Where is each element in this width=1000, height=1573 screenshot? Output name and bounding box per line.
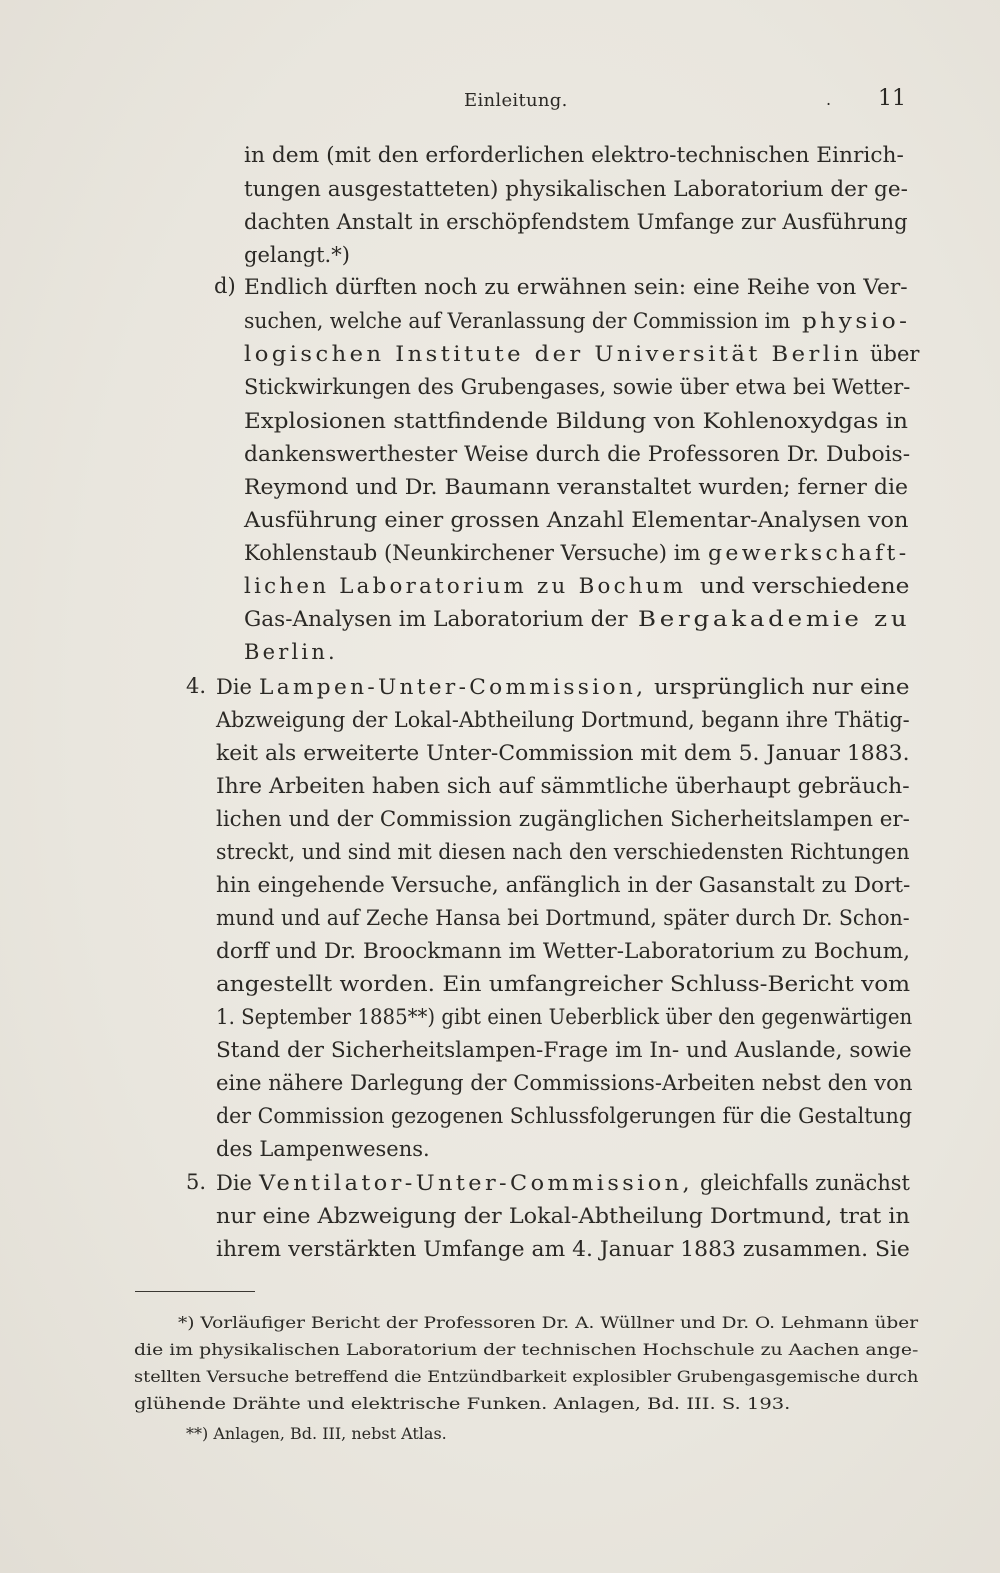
text-line-spaced: Berlin. <box>244 640 338 664</box>
text-line: Ihre Arbeiten haben sich auf sämmtliche überhaupt gebräuch- <box>216 774 910 798</box>
text-line-spaced: gewerkschaft- <box>708 541 910 565</box>
text-line-spaced: lichen Laboratorium zu Bochum <box>244 574 687 598</box>
text-line: Explosionen stattfindende Bildung von Kohlenoxydgas in <box>244 409 908 433</box>
text-line-spaced: logischen Institute der Universität Berlin <box>244 342 863 366</box>
text-line: der Commission gezogenen Schlussfolgerungen für die Gestaltung <box>216 1104 913 1128</box>
text-line-spaced: Bergakademie zu <box>638 607 911 631</box>
list-marker-5: 5. <box>186 1170 207 1194</box>
text-line: Stand der Sicherheitslampen-Frage im In- und Auslande, sowie <box>216 1038 912 1062</box>
footnote-line: *) Vorläufiger Bericht der Professoren Dr. A. Wüllner und Dr. O. Lehmann über <box>178 1313 919 1332</box>
text-line-spaced: Lampen-Unter-Commission, <box>259 675 647 699</box>
text-line: Reymond und Dr. Baumann veranstaltet wurden; ferner die <box>244 475 909 499</box>
text-line: Die <box>216 675 252 699</box>
page-number: 11 <box>878 86 906 111</box>
text-line-spaced: physio- <box>802 309 911 333</box>
running-header: Einleitung. <box>464 90 568 111</box>
text-line: Endlich dürften noch zu erwähnen sein: eine Reihe von Ver- <box>244 275 908 299</box>
text-line: Gas-Analysen im Laboratorium der <box>244 607 628 631</box>
text-line: und verschiedene <box>700 574 910 598</box>
text-line: 1. September 1885**) gibt einen Ueberblick über den gegenwärtigen <box>216 1005 913 1029</box>
text-line: suchen, welche auf Veranlassung der Commission im <box>244 309 791 333</box>
text-line: lichen und der Commission zugänglichen Sicherheitslampen er- <box>216 807 910 831</box>
text-line: dachten Anstalt in erschöpfendstem Umfange zur Ausführung <box>244 210 908 234</box>
list-marker-4: 4. <box>186 674 207 698</box>
text-line: Abzweigung der Lokal-Abtheilung Dortmund, begann ihre Thätig- <box>216 708 910 732</box>
text-line: nur eine Abzweigung der Lokal-Abtheilung Dortmund, trat in <box>216 1204 910 1228</box>
text-line: gleichfalls zunächst <box>700 1171 910 1195</box>
text-line: gelangt.*) <box>244 243 350 267</box>
text-line: tungen ausgestatteten) physikalischen Laboratorium der ge- <box>244 177 908 201</box>
text-line: eine nähere Darlegung der Commissions-Arbeiten nebst den von <box>216 1071 913 1095</box>
text-line: des Lampenwesens. <box>216 1137 430 1161</box>
text-line: streckt, und sind mit diesen nach den verschiedensten Richtungen <box>216 840 910 864</box>
text-line: Ausführung einer grossen Anzahl Elementar-Analysen von <box>244 508 909 532</box>
header-dot: . <box>826 90 832 109</box>
text-line: mund und auf Zeche Hansa bei Dortmund, später durch Dr. Schon- <box>216 906 910 930</box>
footnote-line: **) Anlagen, Bd. III, nebst Atlas. <box>186 1424 447 1443</box>
text-line: angestellt worden. Ein umfangreicher Schluss-Bericht vom <box>216 972 911 996</box>
text-line: Stickwirkungen des Grubengases, sowie über etwa bei Wetter- <box>244 375 911 399</box>
text-line: hin eingehende Versuche, anfänglich in der Gasanstalt zu Dort- <box>216 873 911 897</box>
footnote-line: die im physikalischen Laboratorium der technischen Hochschule zu Aachen ange- <box>134 1340 919 1359</box>
text-line: über <box>870 342 920 366</box>
text-line: dankenswerthester Weise durch die Professoren Dr. Dubois- <box>244 442 911 466</box>
text-line: in dem (mit den erforderlichen elektro-technischen Einrich- <box>244 143 904 167</box>
text-line: ihrem verstärkten Umfange am 4. Januar 1883 zusammen. Sie <box>216 1237 910 1261</box>
footnote-rule <box>135 1291 255 1292</box>
text-line: Kohlenstaub (Neunkirchener Versuche) im <box>244 541 701 565</box>
text-line-spaced: Ventilator-Unter-Commission, <box>259 1171 693 1195</box>
text-line: ursprünglich nur eine <box>654 675 910 699</box>
list-marker-d: d) <box>214 274 236 298</box>
footnote-line: glühende Drähte und elektrische Funken. Anlagen, Bd. III. S. 193. <box>134 1394 791 1413</box>
footnote-line: stellten Versuche betreffend die Entzündbarkeit explosibler Grubengasgemische durch <box>134 1367 919 1386</box>
text-line: Die <box>216 1171 252 1195</box>
text-line: dorff und Dr. Broockmann im Wetter-Laboratorium zu Bochum, <box>216 939 911 963</box>
text-line: keit als erweiterte Unter-Commission mit dem 5. Januar 1883. <box>216 741 910 765</box>
